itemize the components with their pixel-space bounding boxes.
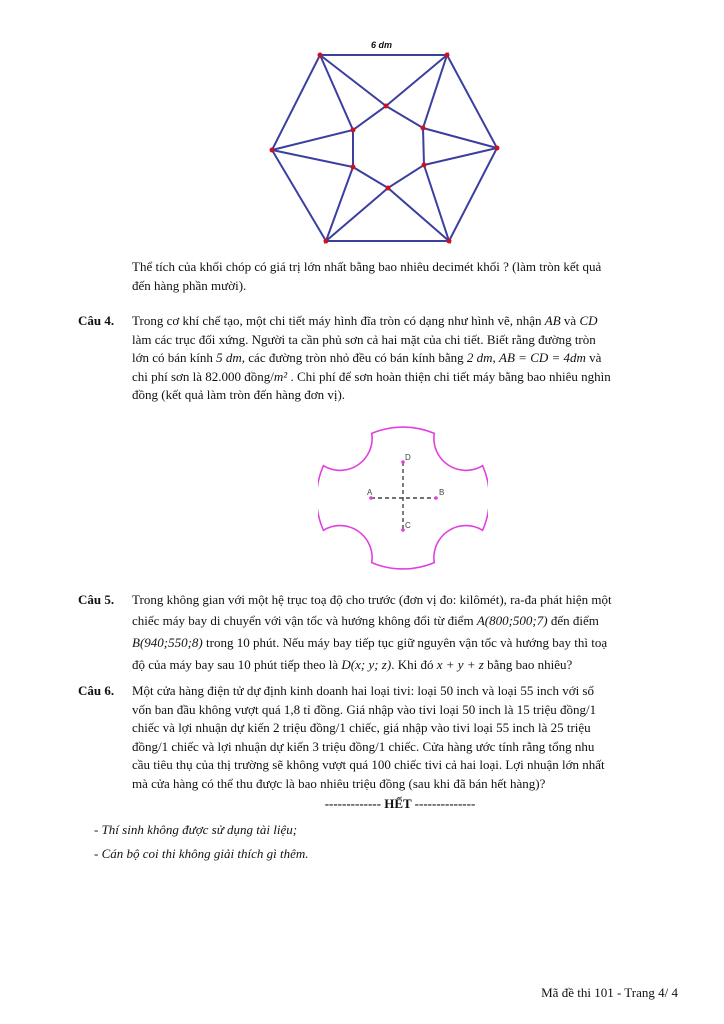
hexagon-side-label: 6 dm (371, 40, 393, 50)
point-label-d: D (405, 453, 411, 462)
q3-line: đến hàng phần mười). (132, 277, 247, 293)
q5-text: Trong không gian với một hệ trục toạ độ cho trước (đơn vị đo: kilômét), ra-đa phát hiện một chiếc máy bay di chuyển với vận tốc và hướng không đổi từ điểm A(800;500;7) đến điểm B(940;550;8) trong 10 phút. Nếu máy bay tiếp tục giữ nguyên vận tốc và hướng bay thì toạ độ của máy bay sau 10 phút tiếp theo là D(x; y; z). Khi đó x + y + z bằng bao nhiêu? (132, 592, 612, 672)
point-label-a: A (367, 488, 373, 497)
q3-tail (132, 258, 668, 295)
q6-text: Một cửa hàng điện tử dự định kinh doanh hai loại tivi: loại 50 inch và loại 55 inch với số vốn ban đầu không vượt quá 1,8 tỉ đồng. Giá nhập vào tivi loại 50 inch là 15 triệu đồng/1 chiếc và lợi nhuận dự kiến 2 triệu đồng/1 chiếc, giá nhập vào tivi loại 55 inch là 25 triệu đồng/1 chiếc và lợi nhuận dự kiến 3 triệu đồng/1 chiếc. Cửa hàng ước tính rằng tổng nhu cầu tiêu thụ của thị trường sẽ không vượt quá 100 chiếc tivi cả hai loại. Lợi nhuận lớn nhất mà cửa hàng có thể thu được là bao nhiêu triệu đồng (sau khi đã bán hết hàng)? (132, 683, 605, 791)
q6-label: Câu 6. (78, 683, 115, 698)
hexagon-points (270, 53, 500, 244)
symmetry-axes (371, 462, 436, 530)
q3-line: Thể tích của khối chóp có giá trị lớn nhất bằng bao nhiêu decimét khối ? (làm tròn kết quả (132, 259, 602, 274)
q4-label: Câu 4. (78, 313, 115, 328)
q4-text: Trong cơ khí chế tạo, một chi tiết máy hình đĩa tròn có dạng như hình vẽ, nhận AB và CD làm các trục đối xứng. Người ta cần phủ sơn cả hai mặt của chi tiết. Biết rằng đường tròn lớn có bán kính 5 dm, các đường tròn nhỏ đều có bán kính bằng 2 dm, AB = CD = 4dm và chi phí sơn là 82.000 đồng/m² . Chi phí để sơn hoàn thiện chi tiết máy bằng bao nhiêu nghìn đồng (kết quả làm tròn đến hàng đơn vị). (132, 313, 611, 403)
point-label-c: C (405, 521, 411, 530)
page-footer: Mã đề thi 101 - Trang 4/ 4 (541, 985, 678, 1000)
note-item: - Cán bộ coi thi không giải thích gì thêm. (94, 846, 309, 861)
hexagon-star-figure (255, 36, 515, 248)
q5-label: Câu 5. (78, 592, 115, 607)
hexagon-lines (272, 55, 497, 241)
end-marker: ------------- HẾT -------------- (324, 796, 476, 811)
point-label-b: B (439, 488, 445, 497)
note-item: - Thí sinh không được sử dụng tài liệu; (94, 822, 298, 837)
disc-part-figure (318, 414, 488, 584)
